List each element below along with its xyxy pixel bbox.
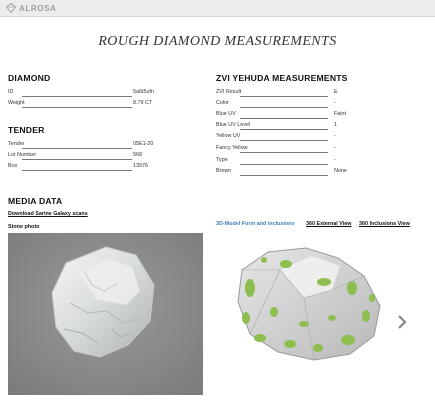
media-heading: MEDIA DATA [8,196,63,206]
field-value: 568 [133,152,142,158]
diamond-logo-icon [6,3,16,13]
diamond-weight-row [8,100,178,109]
brand-name: ALROSA [19,3,57,13]
field-label: Tender [8,141,25,147]
tender-heading: TENDER [8,125,45,135]
dotted-leader [22,107,132,108]
dotted-leader [240,107,328,108]
dotted-leader [240,140,328,141]
dotted-leader [240,118,328,119]
page-title: ROUGH DIAMOND MEASUREMENTS [98,34,337,49]
field-value: 1 [334,122,337,128]
field-label: Fancy Yellow [216,145,248,151]
field-label: Color [216,100,229,106]
field-value: 5a6t5ufn [133,89,154,95]
lot-number-row [8,152,178,161]
blue-uv-level-row [216,122,356,131]
field-label: Lot Number [8,152,37,158]
field-value: - [334,133,336,139]
tab-360-inclusions[interactable]: 360 Inclusions View [359,221,410,227]
field-label: Weight [8,100,25,106]
dotted-leader [240,175,328,176]
field-value: - [334,100,336,106]
field-value: None [334,168,347,174]
top-bar [0,0,435,17]
field-value: - [334,145,336,151]
type-row [216,157,356,166]
field-label: Blue UV Level [216,122,251,128]
fancy-yellow-row [216,145,356,154]
stone-photo-label: Stone photo [8,224,40,230]
field-label: Brown [216,168,232,174]
field-label: Yellow UV [216,133,241,139]
field-label: Box [8,163,18,169]
zvi-heading: ZVI YEHUDA MEASUREMENTS [216,73,348,83]
field-value: 05E1-20 [133,141,154,147]
tab-3d-model[interactable]: 3D-Model Form and inclusions [216,221,295,227]
diamond-id-row [8,89,178,98]
field-value: 13976 [133,163,148,169]
download-scans-link[interactable]: Download Sarine Galaxy scans [8,211,88,217]
brown-row [216,168,356,177]
dotted-leader [240,96,328,97]
field-label: ZVI Result [216,89,242,95]
field-label: Blue UV [216,111,236,117]
yellow-uv-row [216,133,356,142]
field-label: ID [8,89,14,95]
tab-360-external[interactable]: 360 External View [306,221,352,227]
chevron-right-icon[interactable] [396,314,408,330]
diamond-3d-model [228,240,398,380]
blue-uv-row [216,111,356,120]
field-value: - [334,157,336,163]
zvi-result-row [216,89,356,98]
field-value: Faint [334,111,346,117]
tender-row [8,141,178,150]
dotted-leader [240,152,328,153]
3d-model-viewer[interactable] [228,240,398,380]
box-row [8,163,178,172]
diamond-heading: DIAMOND [8,73,51,83]
dotted-leader [240,129,328,130]
field-label: Type [216,157,228,163]
rough-diamond-photo [8,233,203,395]
dotted-leader [22,170,132,171]
field-value: E [334,89,338,95]
dotted-leader [22,148,132,149]
field-value: 8.79 CT [133,100,153,106]
color-row [216,100,356,109]
dotted-leader [240,164,328,165]
dotted-leader [22,159,132,160]
brand-logo[interactable] [6,3,56,13]
dotted-leader [22,96,132,97]
stone-photo [8,233,203,395]
